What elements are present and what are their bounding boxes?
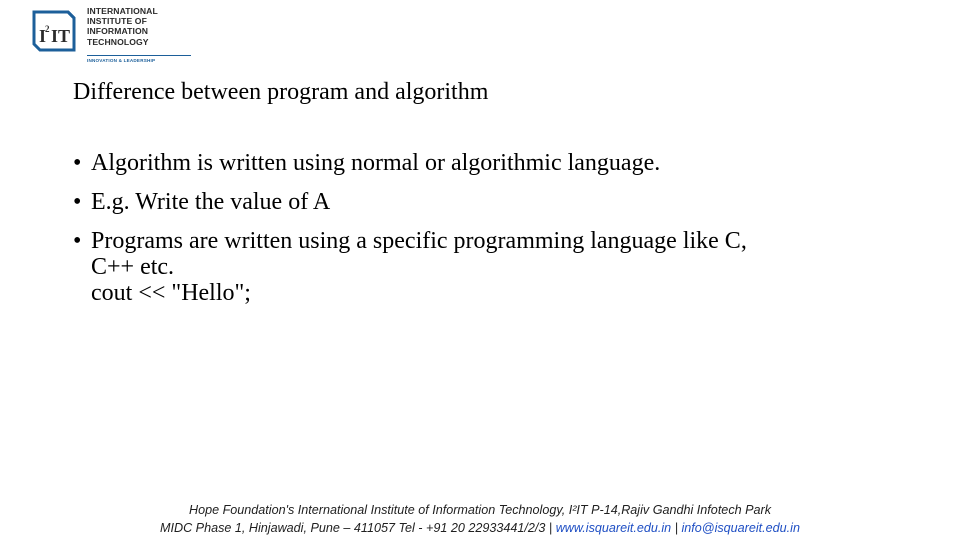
bullet-text: Programs are written using a specific programming language like C, <box>91 228 747 254</box>
svg-text:2: 2 <box>45 24 50 34</box>
bullet-item <box>73 228 893 306</box>
bullet-item <box>73 189 893 215</box>
institute-name-line: INFORMATION <box>87 26 149 37</box>
code-example: cout << "Hello"; <box>91 280 251 306</box>
institute-name <box>87 6 171 47</box>
bullet-icon: • <box>73 228 82 254</box>
email-link[interactable]: info@isquareit.edu.in <box>681 521 800 535</box>
svg-text:IT: IT <box>51 26 71 46</box>
footer-address-line: Hope Foundation's International Institute of Information Technology, I²IT P-14,Rajiv Gandhi Infotech Park <box>188 503 772 517</box>
slide-title: Difference between program and algorithm <box>73 79 489 105</box>
bullet-list <box>73 150 893 319</box>
bullet-item <box>73 150 893 176</box>
footer-separator: | <box>671 521 682 535</box>
footer-contact-text: MIDC Phase 1, Hinjawadi, Pune – 411057 Tel - +91 20 22933441/2/3 | <box>159 521 556 535</box>
institute-logo <box>28 6 168 64</box>
institute-name-line: INSTITUTE OF <box>87 16 147 27</box>
footer-contact-line <box>0 521 960 535</box>
logo-tagline: INNOVATION & LEADERSHIP <box>87 58 156 63</box>
svg-text:I: I <box>39 26 47 46</box>
bullet-icon: • <box>73 150 82 176</box>
institute-name-line: TECHNOLOGY <box>87 36 149 47</box>
bullet-text: Algorithm is written using normal or algorithmic language. <box>91 150 661 176</box>
website-link[interactable]: www.isquareit.edu.in <box>555 521 672 535</box>
bullet-text: E.g. Write the value of A <box>91 189 331 215</box>
i2it-logo-mark-icon <box>28 6 80 58</box>
bullet-text: C++ etc. <box>91 254 175 280</box>
bullet-icon: • <box>73 189 82 215</box>
logo-divider <box>87 55 191 56</box>
institute-name-line: INTERNATIONAL <box>87 6 158 16</box>
